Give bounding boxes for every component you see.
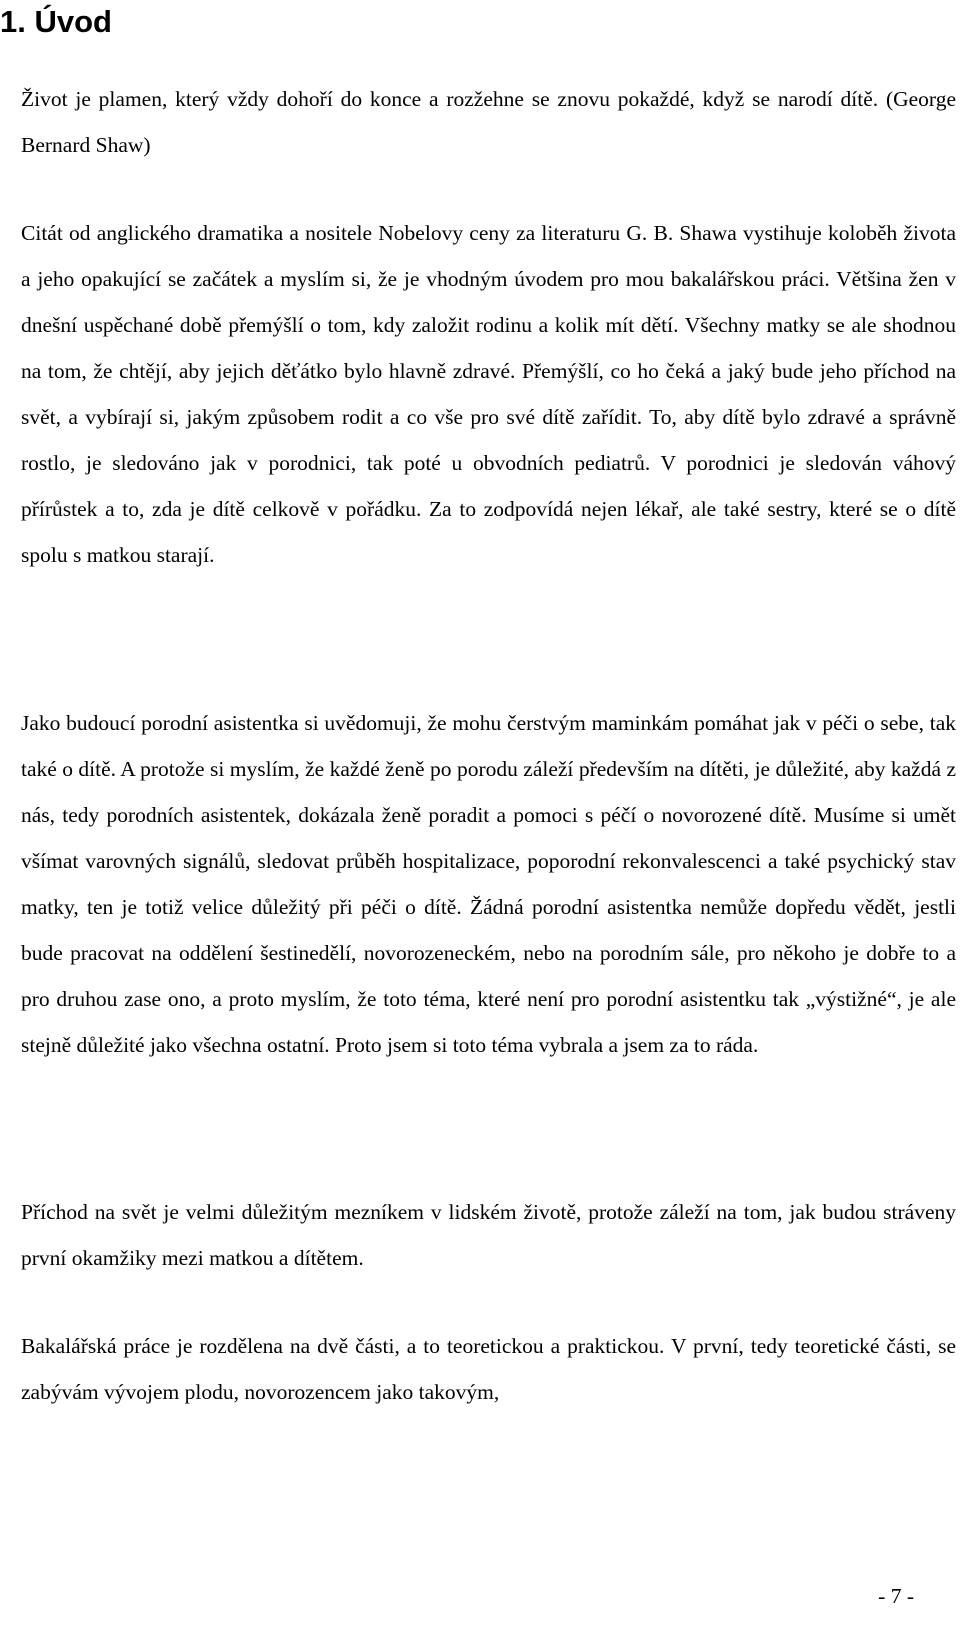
paragraph-quote: Život je plamen, který vždy dohoří do konce a rozžehne se znovu pokaždé, když se narodí dítě. (George Bernard Shaw) xyxy=(21,87,956,157)
chapter-heading: 1. Úvod xyxy=(0,4,112,39)
page-number: - 7 - xyxy=(878,1584,914,1608)
paragraph-structure: Bakalářská práce je rozdělena na dvě části, a to teoretickou a praktickou. V první, tedy teoretické části, se zabývám vývojem plodu, novorozencem jako takovým, xyxy=(21,1334,956,1404)
paragraph-birth: Příchod na svět je velmi důležitým mezníkem v lidském životě, protože záleží na tom, jak budou stráveny první okamžiky mezi matkou a dítětem. xyxy=(21,1200,956,1270)
paragraph-motivation: Jako budoucí porodní asistentka si uvědomuji, že mohu čerstvým maminkám pomáhat jak v péči o sebe, tak také o dítě. A protože si myslím, že každé ženě po porodu záleží především na dítěti, je důležité, aby každá z nás, tedy porodních asistentek, dokázala ženě poradit a pomoci s péčí o novorozené dítě. Musíme si umět všímat varovných signálů, sledovat průběh hospitalizace, poporodní rekonvalescenci a také psychický stav matky, ten je totiž velice důležitý při péči o dítě. Žádná porodní asistentka nemůže dopředu vědět, jestli bude pracovat na oddělení šestinedělí, novorozeneckém, nebo na porodním sále, pro někoho je dobře to a pro druhou zase ono, a proto myslím, že toto téma, které není pro porodní asistentku tak „výstižné“, je ale stejně důležité jako všechna ostatní. Proto jsem si toto téma vybrala a jsem za to ráda. xyxy=(21,711,956,1057)
paragraph-intro: Citát od anglického dramatika a nositele Nobelovy ceny za literaturu G. B. Shawa vystihuje koloběh života a jeho opakující se začátek a myslím si, že je vhodným úvodem pro mou bakalářskou práci. Většina žen v dnešní uspěchané době přemýšlí o tom, kdy založit rodinu a kolik mít dětí. Všechny matky se ale shodnou na tom, že chtějí, aby jejich děťátko bylo hlavně zdravé. Přemýšlí, co ho čeká a jaký bude jeho příchod na svět, a vybírají si, jakým způsobem rodit a co vše pro své dítě zařídit. To, aby dítě bylo zdravé a správně rostlo, je sledováno jak v porodnici, tak poté u obvodních pediatrů. V porodnici je sledován váhový přírůstek a to, zda je dítě celkově v pořádku. Za to zodpovídá nejen lékař, ale také sestry, které se o dítě spolu s matkou starají. xyxy=(21,221,956,567)
